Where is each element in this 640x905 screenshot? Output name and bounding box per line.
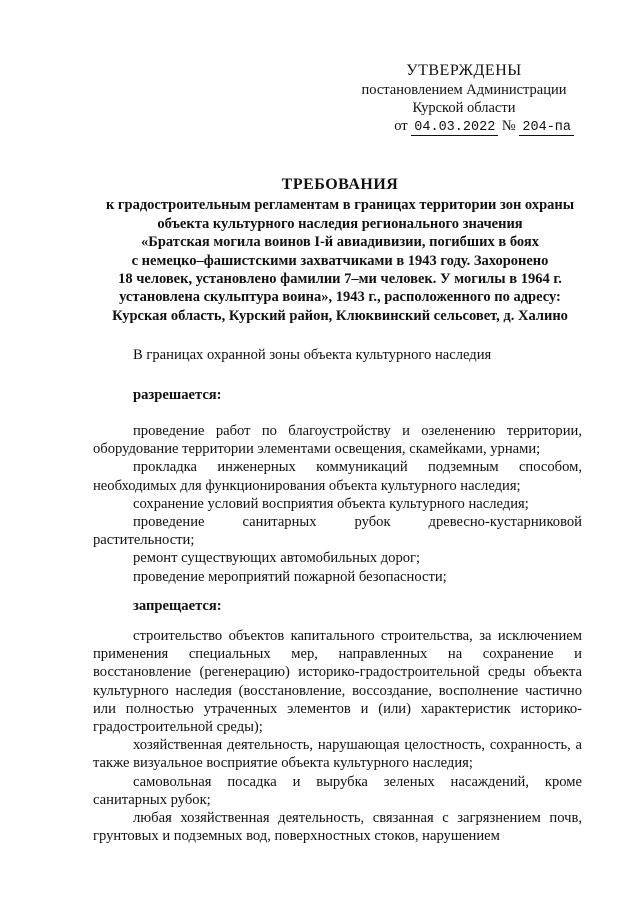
approval-line-2: Курской области: [412, 100, 516, 116]
allowed-list: [93, 422, 582, 586]
approval-title: УТВЕРЖДЕНЫ: [406, 62, 522, 79]
allowed-item: проведение работ по благоустройству и озеленению территории, оборудование территории элементами освещения, скамейками, урнами;: [93, 423, 582, 458]
subtitle-line: объекта культурного наследия регионального значения: [157, 215, 523, 232]
allowed-heading: разрешается:: [133, 387, 222, 403]
subtitle-line: установлена скульптура воина», 1943 г., расположенного по адресу:: [119, 289, 561, 306]
forbidden-heading: запрещается:: [133, 598, 222, 614]
allowed-item: сохранение условий восприятия объекта культурного наследия;: [133, 495, 529, 512]
forbidden-item: строительство объектов капитального строительства, за исключением применения специальных мер, направленных на сохранение и восстановление (регенерацию) историко-градостроительной среды объекта культурного наследия (восстановление, воссоздание, восполнение частично или полностью утраченных элементов и (или) характеристик историко-градостроительной среды);: [93, 628, 582, 736]
allowed-item: ремонт существующих автомобильных дорог;: [133, 550, 421, 567]
subtitle-line: 18 человек, установлено фамилии 7–ми человек. У могилы в 1964 г.: [118, 271, 562, 288]
allowed-item: проведение мероприятий пожарной безопасности;: [133, 568, 447, 585]
forbidden-item: любая хозяйственная деятельность, связанная с загрязнением почв, грунтовых и подземных вод, поверхностных стоков, нарушением: [93, 810, 582, 845]
subtitle-line: с немецко–фашистскими захватчиками в 1943 году. Захоронено: [131, 252, 549, 269]
subtitle-line: к градостроительным регламентам в границах территории зон охраны: [105, 197, 575, 214]
forbidden-item: хозяйственная деятельность, нарушающая целостность, сохранность, а также визуальное восприятие объекта культурного наследия;: [93, 737, 582, 772]
forbidden-item: самовольная посадка и вырубка зеленых насаждений, кроме санитарных рубок;: [93, 773, 582, 808]
order-number: 204-па: [519, 120, 574, 136]
approval-line-1: постановлением Администрации: [361, 82, 567, 98]
order-date: 04.03.2022: [411, 120, 498, 136]
subtitle-line: «Братская могила воинов I-й авиадивизии, погибших в боях: [141, 234, 539, 251]
document-title: ТРЕБОВАНИЯ: [281, 176, 399, 193]
date-prefix: от: [394, 118, 408, 134]
subtitle-line: Курская область, Курский район, Клюквинский сельсовет, д. Халино: [112, 307, 568, 324]
intro-text: В границах охранной зоны объекта культурного наследия: [133, 347, 492, 363]
allowed-item: прокладка инженерных коммуникаций подземным способом, необходимых для функционирования объекта культурного наследия;: [93, 459, 582, 494]
approval-stamp: [344, 62, 584, 137]
approval-order-line: [344, 117, 584, 137]
forbidden-list: [93, 627, 582, 845]
number-prefix: №: [501, 118, 516, 134]
allowed-item: проведение санитарных рубок древесно-кустарниковой растительности;: [93, 514, 582, 549]
document-heading: [60, 176, 620, 325]
